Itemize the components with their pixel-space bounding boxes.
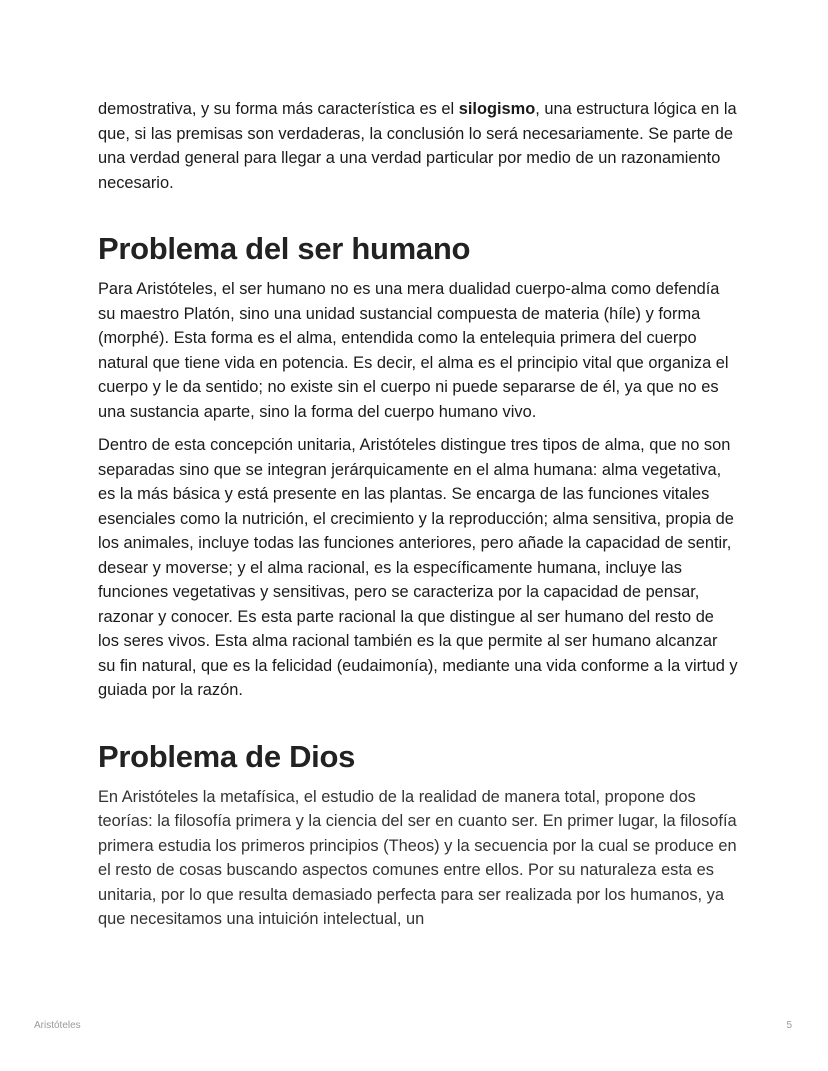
- god-paragraph-1: En Aristóteles la metafísica, el estudio de la realidad de manera total, propone dos teorías: la filosofía primera y la ciencia del ser en cuanto ser. En primer lugar, la filosofía primera estudia los primeros principios (Theos) y la secuencia por la cual se produce en el resto de cosas buscando aspectos comunes entre ellos. Por su naturaleza esta es unitaria, por lo que resulta demasiado perfecta para ser realizada por los humanos, ya que necesitamos una intuición intelectual, un: [98, 787, 737, 928]
- intro-text-after: , una estructura lógica en la que, si las premisas son verdaderas, la conclusión lo será necesariamente. Se parte de una verdad general para llegar a una verdad particular por medio de un razonamiento necesario.: [98, 100, 737, 192]
- intro-text-before: demostrativa, y su forma más característica es el: [98, 100, 459, 118]
- human-paragraph-2: Dentro de esta concepción unitaria, Aristóteles distingue tres tipos de alma, que no son separadas sino que se integran jerárquicamente en el alma humana: alma vegetativa, es la más básica y está presente en las plantas. Se encarga de las funciones vitales esenciales como la nutrición, el crecimiento y la reproducción; alma sensitiva, propia de los animales, incluye todas las funciones anteriores, pero añade la capacidad de sentir, desear y moverse; y el alma racional, es la específicamente humana, incluye las funciones vegetativas y sensitivas, pero se caracteriza por la capacidad de pensar, razonar y conocer. Es esta parte racional la que distingue al ser humano del resto de los seres vivos. Esta alma racional también es la que permite al ser humano alcanzar su fin natural, que es la felicidad (eudaimonía), mediante una vida conforme a la virtud y guiada por la razón.: [98, 436, 738, 699]
- intro-bold-term: silogismo: [458, 100, 536, 118]
- footer-document-title: Aristóteles: [34, 1020, 81, 1031]
- section-heading-human: Problema del ser humano: [98, 231, 471, 266]
- page-content: [98, 97, 738, 932]
- intro-paragraph: [98, 97, 738, 195]
- human-paragraph-1: Para Aristóteles, el ser humano no es una mera dualidad cuerpo-alma como defendía su maestro Platón, sino una unidad sustancial compuesta de materia (híle) y forma (morphé). Esta forma es el alma, entendida como la entelequia primera del cuerpo natural que tiene vida en potencia. Es decir, el alma es el principio vital que organiza el cuerpo y le da sentido; no existe sin el cuerpo ni puede separarse de él, ya que no es una sustancia aparte, sino la forma del cuerpo humano vivo.: [98, 280, 729, 421]
- footer-page-number: 5: [786, 1020, 792, 1031]
- section-heading-god: Problema de Dios: [98, 738, 356, 774]
